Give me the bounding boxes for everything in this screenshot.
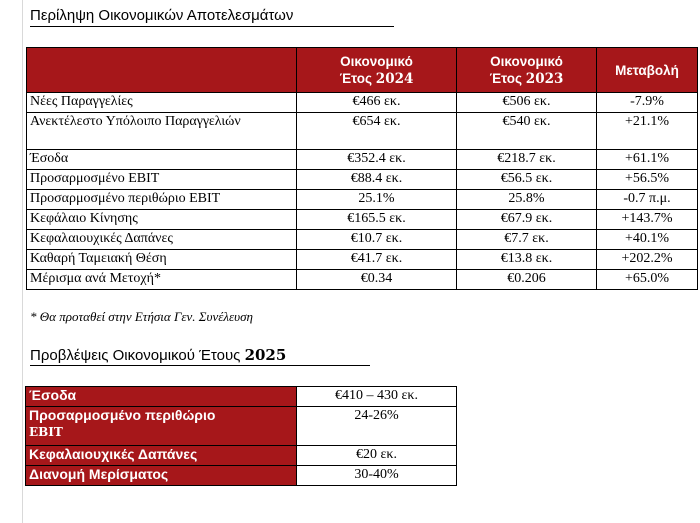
row-label: Νέες Παραγγελίες <box>27 93 297 113</box>
row-change: +202.2% <box>597 250 698 270</box>
forecast-label: Κεφαλαιουχικές Δαπάνες <box>26 446 297 466</box>
page-margin-line <box>22 0 23 523</box>
row-fy2023: €56.5 εκ. <box>457 170 597 190</box>
table-row <box>27 190 698 210</box>
table-row <box>27 170 698 190</box>
forecast-row <box>26 407 457 446</box>
row-fy2024: €165.5 εκ. <box>297 210 457 230</box>
header-change: Μεταβολή <box>597 48 698 93</box>
summary-title-underline <box>30 26 394 27</box>
row-fy2023: €0.206 <box>457 270 597 290</box>
results-header-row <box>27 48 698 93</box>
header-fy2023-year: 2023 <box>525 70 564 87</box>
row-label: Προσαρμοσμένο περιθώριο EBIT <box>27 190 297 210</box>
header-fy2024-line1: Οικονομικό <box>340 53 413 69</box>
header-fy2024-year: 2024 <box>375 70 414 87</box>
summary-title: Περίληψη Οικονομικών Αποτελεσμάτων <box>30 7 294 24</box>
row-label: Μέρισμα ανά Μετοχή* <box>27 270 297 290</box>
row-fy2024: €466 εκ. <box>297 93 457 113</box>
forecast-row <box>26 466 457 486</box>
forecast-title-underline <box>30 365 370 366</box>
results-table <box>26 47 698 290</box>
forecast-label: Διανομή Μερίσματος <box>26 466 297 486</box>
header-fy2023-line2 <box>457 70 596 88</box>
header-blank <box>27 48 297 93</box>
row-fy2024: €88.4 εκ. <box>297 170 457 190</box>
row-change: +21.1% <box>597 113 698 150</box>
row-fy2024: €654 εκ. <box>297 113 457 150</box>
forecast-title-text: Προβλέψεις Οικονομικού Έτους <box>30 347 245 364</box>
table-row <box>27 93 698 113</box>
table-row <box>27 150 698 170</box>
row-label: Κεφάλαιο Κίνησης <box>27 210 297 230</box>
row-change: +143.7% <box>597 210 698 230</box>
row-change: +40.1% <box>597 230 698 250</box>
row-label: Καθαρή Ταμειακή Θέση <box>27 250 297 270</box>
forecast-table <box>25 386 457 486</box>
row-fy2023: €67.9 εκ. <box>457 210 597 230</box>
row-change: +56.5% <box>597 170 698 190</box>
forecast-title-year: 2025 <box>244 346 287 364</box>
row-label: Προσαρμοσμένο EBIT <box>27 170 297 190</box>
row-change: -0.7 π.μ. <box>597 190 698 210</box>
header-fy2023-line1: Οικονομικό <box>490 53 563 69</box>
table-row <box>27 113 698 150</box>
row-change: -7.9% <box>597 93 698 113</box>
forecast-row <box>26 446 457 466</box>
header-fy2023-prefix: Έτος <box>489 70 526 86</box>
row-fy2024: 25.1% <box>297 190 457 210</box>
table-row <box>27 210 698 230</box>
forecast-value: €20 εκ. <box>297 446 457 466</box>
header-fy2024-line2 <box>297 70 456 88</box>
forecast-title <box>30 346 286 364</box>
row-label: Κεφαλαιουχικές Δαπάνες <box>27 230 297 250</box>
forecast-value: €410 – 430 εκ. <box>297 387 457 407</box>
footnote: * Θα προταθεί στην Ετήσια Γεν. Συνέλευση <box>30 309 253 324</box>
row-change: +65.0% <box>597 270 698 290</box>
row-fy2023: €13.8 εκ. <box>457 250 597 270</box>
forecast-label: Έσοδα <box>26 387 297 407</box>
row-fy2024: €352.4 εκ. <box>297 150 457 170</box>
row-fy2024: €0.34 <box>297 270 457 290</box>
forecast-label <box>26 407 297 446</box>
forecast-row <box>26 387 457 407</box>
header-fy2024 <box>297 48 457 93</box>
row-fy2023: 25.8% <box>457 190 597 210</box>
forecast-value: 30-40% <box>297 466 457 486</box>
table-row <box>27 270 698 290</box>
row-change: +61.1% <box>597 150 698 170</box>
row-fy2023: €218.7 εκ. <box>457 150 597 170</box>
header-fy2024-prefix: Έτος <box>339 70 376 86</box>
row-label: Έσοδα <box>27 150 297 170</box>
row-fy2024: €41.7 εκ. <box>297 250 457 270</box>
row-fy2023: €540 εκ. <box>457 113 597 150</box>
forecast-label-line2: EBIT <box>29 425 63 439</box>
row-fy2023: €7.7 εκ. <box>457 230 597 250</box>
forecast-value: 24-26% <box>297 407 457 446</box>
row-label: Ανεκτέλεστο Υπόλοιπο Παραγγελιών <box>27 113 297 150</box>
table-row <box>27 250 698 270</box>
row-fy2024: €10.7 εκ. <box>297 230 457 250</box>
header-fy2023 <box>457 48 597 93</box>
row-fy2023: €506 εκ. <box>457 93 597 113</box>
table-row <box>27 230 698 250</box>
forecast-label-line1: Προσαρμοσμένο περιθώριο <box>29 407 216 423</box>
